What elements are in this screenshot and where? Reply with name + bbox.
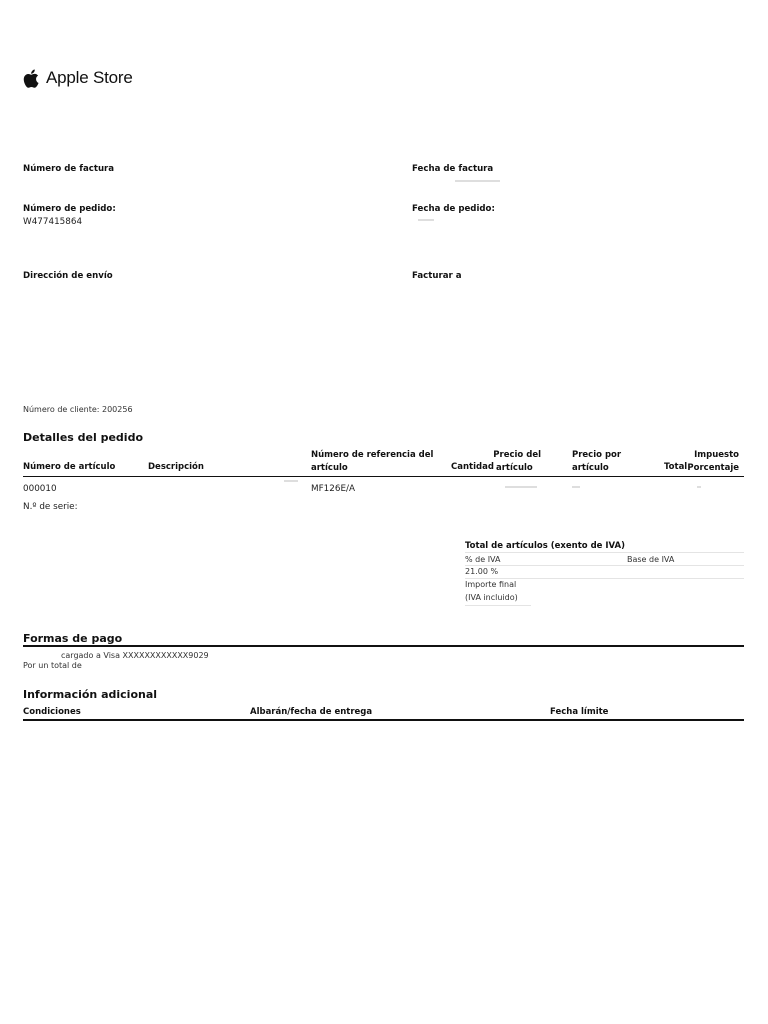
col-price-per-line2: artículo [572, 462, 609, 473]
brand-name: Apple Store [46, 68, 133, 87]
col-conditions: Condiciones [23, 707, 81, 717]
redacted-unit-price [505, 486, 537, 488]
order-date-label: Fecha de pedido: [412, 204, 495, 214]
invoice-date-label: Fecha de factura [412, 164, 494, 174]
col-unit-price-line1: Precio del [493, 450, 541, 460]
col-due-date: Fecha límite [550, 707, 609, 717]
totals-divider-1 [465, 552, 744, 553]
col-quantity: Cantidad [451, 462, 494, 472]
col-delivery-note: Albarán/fecha de entrega [250, 707, 373, 717]
order-details-title: Detalles del pedido [23, 431, 143, 444]
apple-logo-icon [23, 69, 39, 88]
col-total: Total [664, 462, 688, 472]
totals-title: Total de artículos (exento de IVA) [465, 541, 626, 551]
final-amount-label-line1: Importe final [465, 580, 517, 589]
invoice-number-label: Número de factura [23, 164, 115, 174]
col-item-number: Número de artículo [23, 462, 116, 472]
additional-info-rule [23, 719, 744, 721]
col-unit-price-line2: artículo [496, 462, 533, 473]
redacted-price-per [572, 486, 580, 488]
redacted-invoice-date [455, 180, 500, 182]
serial-number-label: N.º de serie: [23, 502, 78, 512]
order-number-value: W477415864 [23, 217, 83, 227]
payment-charged-to: cargado a Visa XXXXXXXXXXXX9029 [61, 651, 209, 660]
col-tax-line1: Impuesto [694, 450, 739, 460]
final-amount-label-line2: (IVA incluido) [465, 593, 518, 602]
apple-store-logo [23, 68, 133, 88]
totals-divider-2 [465, 565, 744, 566]
col-description: Descripción [148, 462, 204, 472]
row-reference: MF126E/A [311, 484, 355, 494]
col-unit-price [480, 449, 541, 474]
redacted-order-date [418, 219, 434, 221]
vat-percent-value: 21.00 % [465, 567, 499, 576]
order-table-header-rule [23, 476, 744, 477]
order-number-label: Número de pedido: [23, 204, 116, 214]
redacted-description [284, 480, 298, 482]
col-tax-line2: Porcentaje [687, 462, 739, 473]
payment-total-for: Por un total de [23, 661, 82, 670]
col-price-per [572, 449, 621, 474]
customer-number: Número de cliente: 200256 [23, 405, 133, 414]
col-reference-line2: artículo [311, 462, 348, 473]
ship-to-label: Dirección de envío [23, 271, 113, 281]
payment-rule [23, 645, 744, 647]
col-tax [680, 449, 739, 474]
col-reference [311, 449, 433, 474]
col-price-per-line1: Precio por [572, 450, 622, 460]
redacted-tax [697, 486, 701, 488]
vat-percent-label: % de IVA [465, 555, 501, 564]
bill-to-label: Facturar a [412, 271, 462, 281]
totals-divider-4 [465, 605, 531, 606]
payment-title: Formas de pago [23, 632, 123, 645]
row-item-number: 000010 [23, 484, 57, 494]
additional-info-title: Información adicional [23, 688, 158, 701]
col-reference-line1: Número de referencia del [311, 450, 434, 460]
vat-base-label: Base de IVA [627, 555, 675, 564]
totals-divider-3 [465, 578, 744, 579]
